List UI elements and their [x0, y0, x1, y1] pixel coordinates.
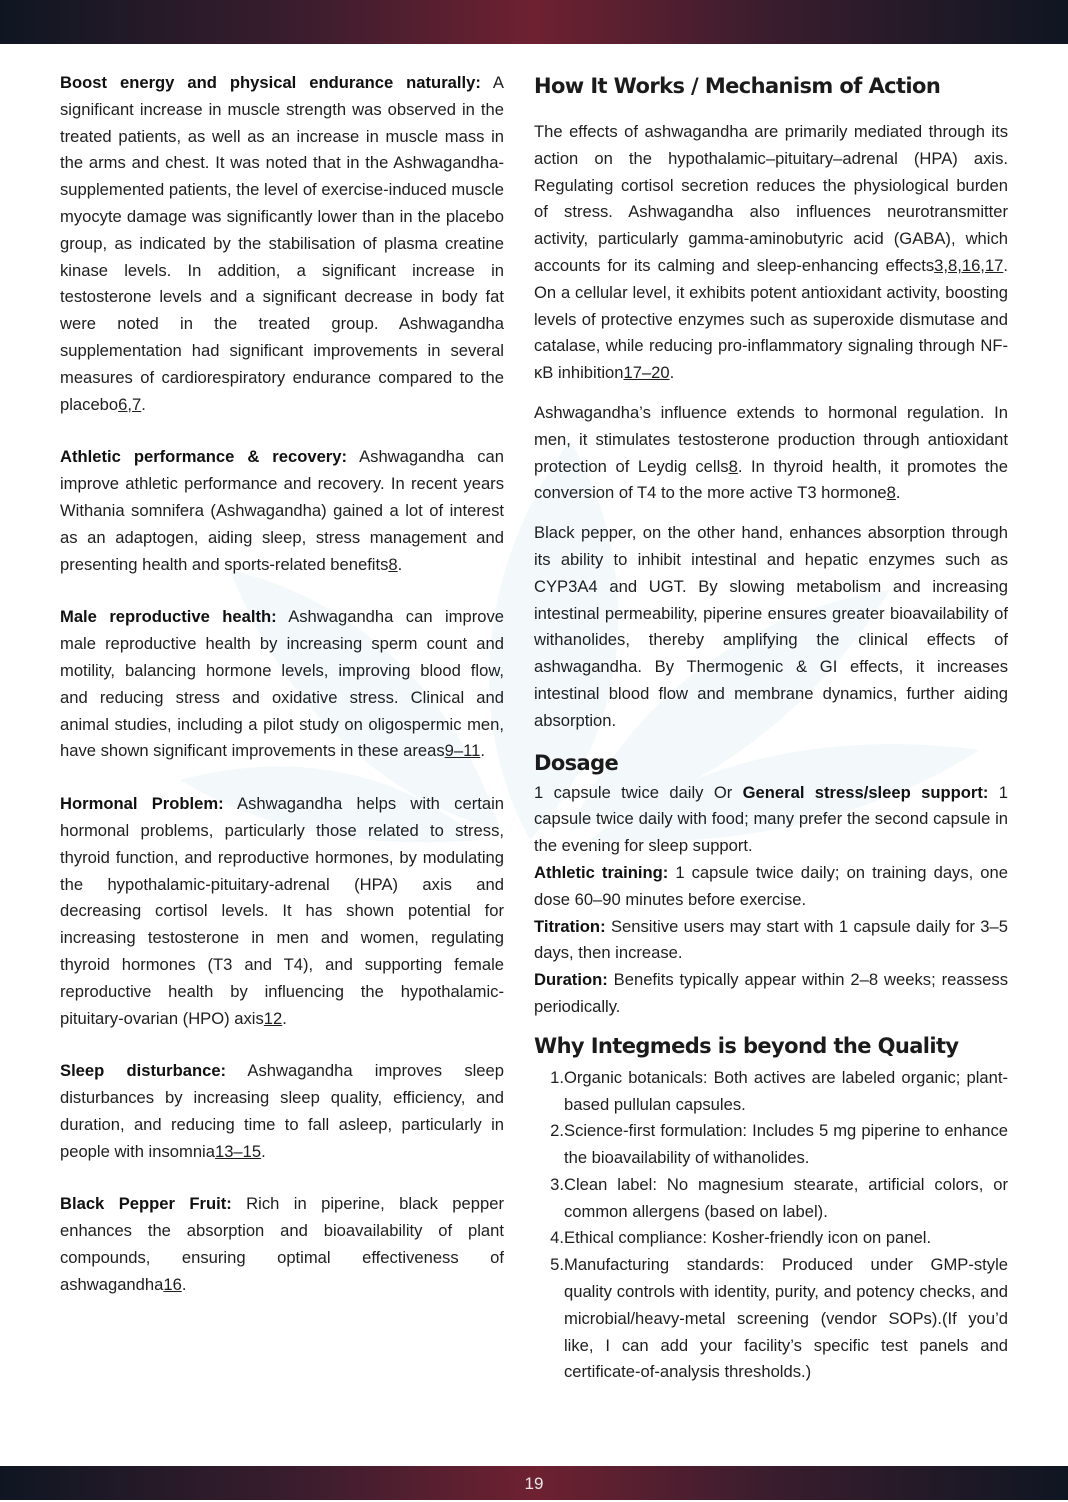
reference-link[interactable]: 17–20: [623, 363, 670, 383]
list-item: 1 . Organic botanicals: Both actives are labeled organic; plant-based pullulan capsules.: [534, 1065, 1008, 1119]
dosage-label: Athletic training:: [534, 862, 669, 882]
reference-link[interactable]: 3,8,16,17: [934, 255, 1004, 275]
reference-link[interactable]: 13–15: [214, 1141, 262, 1161]
list-item: 4 . Ethical compliance: Kosher-friendly icon on panel.: [534, 1225, 1008, 1252]
dosage-section: [534, 780, 1008, 1021]
mechanism-heading: How It Works / Mechanism of Action: [534, 74, 941, 98]
benefit-paragraph: Sleep disturbance: Ashwagandha improves sleep disturbances by increasing sleep quality, efficiency, and duration, and reducing time to fall asleep, particularly in people with insomnia13–15.: [60, 1061, 504, 1161]
dosage-item: Duration: Benefits typically appear within 2–8 weeks; reassess periodically.: [534, 970, 1008, 1016]
mechanism-paragraph: The effects of ashwagandha are primarily mediated through its action on the hypothalamic–pituitary–adrenal (HPA) axis. Regulating cortisol secretion reduces the physiological burden of stress. Ashwagandha also influences neurotransmitter activity, particularly gamma-aminobutyric acid (GABA), which accounts for its calming and sleep-enhancing effects3,8,16,17. On a cellular level, it exhibits potent antioxidant activity, boosting levels of protective enzymes such as superoxide dismutase and catalase, while reducing pro-inflammatory signaling through NF-κB inhibition17–20.: [534, 122, 1008, 383]
benefit-text: Rich in piperine, black pepper enhances the absorption and bioavailability of plant compounds, ensuring optimal effectiveness of ashwagandha: [60, 1194, 504, 1294]
benefit-text: A significant increase in muscle strength was observed in the treated patients, as well as an increase in muscle mass in the arms and chest. It was noted that in the Ashwagandha-supplemented patients, the level of exercise-induced muscle myocyte damage was significantly lower than in the placebo group, as indicated by the stabilisation of plasma creatine kinase levels. In addition, a significant increase in testosterone levels and a significant decrease in body fat were noted in the treated group. Ashwagandha supplementation had significant improvements in several measures of cardiorespiratory endurance compared to the placebo: [60, 73, 504, 414]
benefit-title: Black Pepper Fruit:: [60, 1194, 232, 1214]
reference-link[interactable]: 12: [263, 1008, 283, 1028]
page-number: 19: [524, 1474, 544, 1493]
details-column: [534, 70, 1008, 1386]
benefit-paragraph: Black Pepper Fruit: Rich in piperine, black pepper enhances the absorption and bioavailability of plant compounds, ensuring optimal effectiveness of ashwagandha16.: [60, 1194, 504, 1294]
benefit-paragraph: Male reproductive health: Ashwagandha can improve male reproductive health by increasing sperm count and motility, balancing hormone levels, improving blood flow, and reducing stress and oxidative stress. Clinical and animal studies, including a pilot study on oligospermic men, have shown significant improvements in these areas9–11.: [60, 607, 505, 761]
dosage-label: Duration:: [534, 970, 608, 990]
reference-link[interactable]: 8: [728, 456, 738, 476]
benefits-column: [60, 70, 504, 1325]
dosage-item: Titration: Sensitive users may start with 1 capsule daily for 3–5 days, then increase.: [534, 916, 1008, 963]
dosage-heading: Dosage: [534, 750, 619, 775]
footer-bar: [0, 1466, 1068, 1500]
benefit-text: Ashwagandha helps with certain hormonal problems, particularly those related to stress, thyroid function, and reproductive hormones, by modulating the hypothalamic-pituitary-adrenal (HPA) axis and decreasing cortisol levels. It has shown potential for increasing testosterone in men and women, regulating thyroid hormones (T3 and T4), and supporting female reproductive health by influencing the hypothalamic-pituitary-ovarian (HPO) axis: [60, 794, 504, 1028]
benefit-paragraph: Athletic performance & recovery: Ashwagandha can improve athletic performance and recovery. In recent years Withania somnifera (Ashwagandha) gained a lot of interest as an adaptogen, aiding sleep, stress management and presenting health and sports-related benefits8.: [60, 447, 504, 574]
dosage-label: General stress/sleep support:: [742, 782, 989, 802]
benefit-paragraph: Hormonal Problem: Ashwagandha helps with certain hormonal problems, particularly those related to stress, thyroid function, and reproductive hormones, by modulating the hypothalamic-pituitary-adrenal (HPA) axis and decreasing cortisol levels. It has shown potential for increasing testosterone in men and women, regulating thyroid hormones (T3 and T4), and supporting female reproductive health by influencing the hypothalamic-pituitary-ovarian (HPO) axis12.: [60, 794, 504, 1028]
benefit-title: Male reproductive health:: [60, 607, 277, 627]
top-banner: [0, 0, 1068, 44]
dosage-label: Titration:: [534, 916, 606, 936]
quality-list: [534, 1065, 1008, 1387]
dosage-item: 1 capsule twice daily Or General stress/sleep support: 1 capsule twice daily with food; many prefer the second capsule in the evening for sleep support.: [534, 782, 1009, 856]
reference-link[interactable]: 16: [163, 1274, 182, 1294]
reference-link[interactable]: 8: [388, 554, 398, 574]
mechanism-paragraph: Black pepper, on the other hand, enhances absorption through its ability to inhibit intestinal and hepatic enzymes such as CYP3A4 and UGT. By slowing metabolism and increasing intestinal permeability, piperine ensures greater bioavailability of withanolides, thereby amplifying the clinical effects of ashwagandha. By Thermogenic & GI effects, it increases intestinal blood flow and membrane dynamics, further aiding absorption.: [534, 523, 1008, 730]
list-item: 2 . Science-first formulation: Includes 5 mg piperine to enhance the bioavailability of withanolides.: [534, 1118, 1008, 1172]
list-item: 5 . Manufacturing standards: Produced under GMP-style quality controls with identity, purity, and potency checks, and microbial/heavy-metal screening (vendor SOPs).(If you’d like, I can add your facility’s specific test panels and certificate-of-analysis thresholds.): [534, 1252, 1008, 1386]
benefit-text: Ashwagandha improves sleep disturbances by increasing sleep quality, efficiency, and duration, and reducing time to fall asleep, particularly in people with insomnia: [60, 1061, 504, 1161]
benefit-title: Boost energy and physical endurance naturally:: [60, 73, 481, 92]
list-item: 3 . Clean label: No magnesium stearate, artificial colors, or common allergens (based on label).: [534, 1172, 1008, 1226]
benefit-text: Ashwagandha can improve male reproductive health by increasing sperm count and motility, balancing hormone levels, improving blood flow, and reducing stress and oxidative stress. Clinical and animal studies, including a pilot study on oligospermic men, have shown significant improvements in these areas: [60, 607, 505, 761]
mechanism-paragraph: Ashwagandha’s influence extends to hormonal regulation. In men, it stimulates testosterone production through antioxidant protection of Leydig cells8. In thyroid health, it promotes the conversion of T4 to the more active T3 hormone8.: [534, 402, 1008, 503]
benefit-text: Ashwagandha can improve athletic performance and recovery. In recent years Withania somnifera (Ashwagandha) gained a lot of interest as an adaptogen, aiding sleep, stress management and presenting health and sports-related benefits: [60, 447, 504, 574]
quality-heading: Why Integmeds is beyond the Quality: [534, 1033, 959, 1058]
benefit-title: Hormonal Problem:: [60, 794, 224, 814]
reference-link[interactable]: 6,7: [118, 394, 142, 414]
reference-link[interactable]: 8: [886, 483, 896, 503]
benefit-title: Sleep disturbance:: [60, 1061, 227, 1081]
dosage-item: Athletic training: 1 capsule twice daily; on training days, one dose 60–90 minutes before exercise.: [534, 862, 1008, 909]
benefit-title: Athletic performance & recovery:: [60, 447, 348, 467]
reference-link[interactable]: 9–11: [444, 741, 481, 761]
benefit-paragraph: Boost energy and physical endurance naturally: A significant increase in muscle strength was observed in the treated patients, as well as an increase in muscle mass in the arms and chest. It was noted that in the Ashwagandha-supplemented patients, the level of exercise-induced muscle myocyte damage was significantly lower than in the placebo group, as indicated by the stabilisation of plasma creatine kinase levels. In addition, a significant increase in testosterone levels and a significant decrease in body fat were noted in the treated group. Ashwagandha supplementation had significant improvements in several measures of cardiorespiratory endurance compared to the placebo6,7.: [60, 73, 504, 414]
